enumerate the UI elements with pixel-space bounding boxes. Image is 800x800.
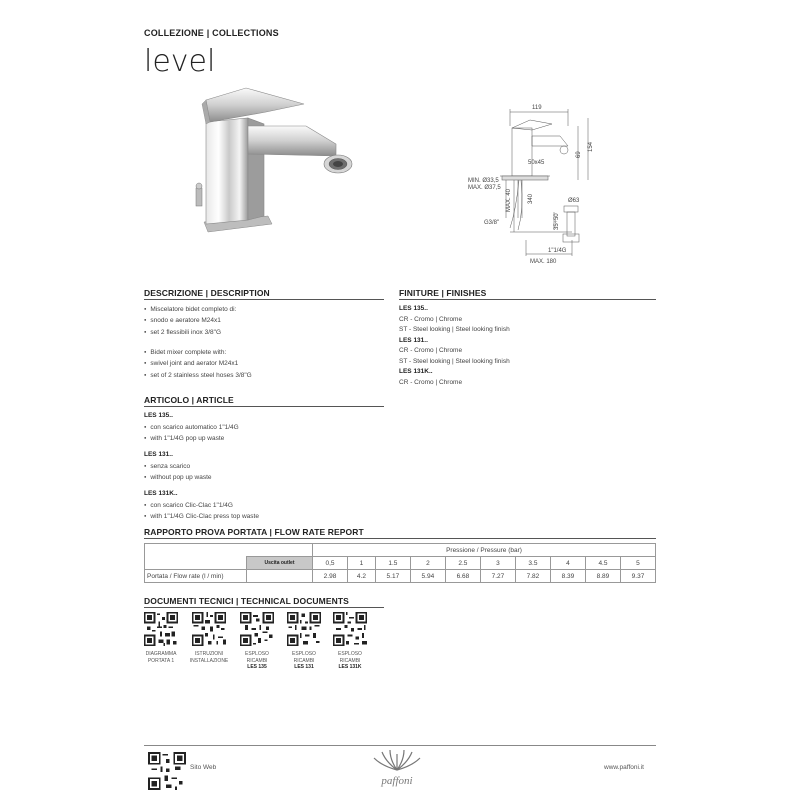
flow-pressure-cell: 4 (550, 557, 585, 570)
doc-label-code: LES 131 (294, 664, 314, 670)
qr-code-icon[interactable] (144, 612, 178, 646)
flow-table (144, 543, 656, 583)
flow-pressure-cell: 2 (410, 557, 445, 570)
finish-item: CR - Cromo | Chrome (399, 315, 463, 323)
flow-pressure-cell: 2.5 (445, 557, 480, 570)
article-code: LES 135.. (144, 412, 173, 419)
qr-code-icon[interactable] (287, 612, 321, 646)
finishes-rule (399, 299, 656, 300)
finish-item: CR - Cromo | Chrome (399, 378, 463, 386)
doc-label-line: INSTALLAZIONE (189, 657, 229, 664)
flow-rate-cell: 5.94 (410, 570, 445, 583)
finish-item: ST - Steel looking | Steel looking finish (399, 357, 510, 365)
website-qr-icon[interactable] (148, 752, 186, 790)
flow-rate-cell: 2.98 (313, 570, 348, 583)
flow-outlet-value (247, 570, 313, 583)
doc-label-line: RICAMBI (293, 657, 315, 664)
qr-code-icon[interactable] (240, 612, 274, 646)
description-heading: DESCRIZIONE | DESCRIPTION (144, 288, 270, 298)
description-it-list (144, 304, 384, 338)
paffoni-logo (368, 748, 426, 792)
doc-item-flow-diagram[interactable] (144, 612, 186, 664)
article-rule (144, 406, 384, 407)
doc-label-code: LES 135 (247, 664, 267, 670)
docs-row (144, 612, 384, 674)
doc-item-spares-131[interactable] (287, 612, 329, 671)
description-en-item: ● swivel joint and aerator M24x1 (144, 358, 384, 369)
doc-item-spares-131k[interactable] (333, 612, 375, 671)
description-it-item: ● set 2 flessibili inox 3/8"G (144, 327, 384, 338)
article-item: ● with 1"1/4G Clic-Clac press top waste (144, 511, 384, 522)
dim-max40: MAX. 40 (506, 188, 512, 212)
dim-114g: 1"1/4G (548, 248, 567, 254)
finishes-heading: FINITURE | FINISHES (399, 288, 487, 298)
flow-pressure-cell: 3.5 (515, 557, 550, 570)
description-it-item: ● snodo e aeratore M24x1 (144, 315, 384, 326)
dim-max: MAX. Ø37,5 (468, 185, 501, 191)
flow-row-label: Portata / Flow rate (l / min) (145, 570, 247, 583)
finish-code: LES 131.. (399, 336, 428, 344)
dim-min: MIN. Ø33,5 (468, 178, 499, 184)
flow-rate-cell: 8.39 (550, 570, 585, 583)
flow-rate-cell: 9.37 (620, 570, 655, 583)
article-code: LES 131.. (144, 451, 173, 458)
flow-pressure-cell: 3 (480, 557, 515, 570)
doc-label-line: DIAGRAMMA (145, 651, 177, 657)
doc-item-installation[interactable] (189, 612, 234, 664)
flow-pressure-label: Pressione / Pressure (bar) (313, 544, 656, 557)
dim-69: 69 (576, 151, 582, 158)
technical-drawing (460, 100, 640, 270)
article-group-3 (144, 489, 384, 522)
doc-label-line: PORTATA 1 (147, 657, 175, 664)
flow-rate-cell: 6.68 (445, 570, 480, 583)
flow-pressure-cell: 1 (348, 557, 376, 570)
footer-rule (144, 745, 656, 746)
doc-label-line: RICAMBI (339, 657, 361, 664)
doc-label-line: RICAMBI (246, 657, 268, 664)
description-it-item: ● Miscelatore bidet completo di: (144, 304, 384, 315)
dim-63: Ø63 (568, 198, 580, 204)
finish-item: CR - Cromo | Chrome (399, 347, 463, 354)
flow-pressure-cell: 4.5 (585, 557, 620, 570)
docs-heading: DOCUMENTI TECNICI | TECHNICAL DOCUMENTS (144, 596, 349, 606)
qr-code-icon[interactable] (333, 612, 367, 646)
article-group-1 (144, 411, 384, 444)
doc-label-line: ESPLOSO (338, 651, 362, 657)
collection-label: COLLEZIONE | COLLECTIONS (144, 28, 279, 38)
flow-heading: RAPPORTO PROVA PORTATA | FLOW RATE REPORT (144, 527, 364, 537)
website-url[interactable]: www.paffoni.it (604, 764, 644, 771)
flow-outlet-label: Uscita outlet (247, 557, 313, 570)
article-group-2 (144, 450, 384, 483)
brand-name: paffoni (381, 775, 413, 787)
product-image (186, 82, 386, 242)
qr-code-icon[interactable] (192, 612, 226, 646)
article-heading: ARTICOLO | ARTICLE (144, 395, 234, 405)
article-code: LES 131K.. (144, 490, 178, 497)
article-item: ● with 1"1/4G pop up waste (144, 433, 384, 444)
dim-max180: MAX. 180 (530, 259, 557, 265)
flow-corner (145, 544, 313, 557)
flow-blank (145, 557, 247, 570)
article-item: ● con scarico Clic-Clac 1"1/4G (144, 500, 384, 511)
finish-item: ST - Steel looking | Steel looking finish (399, 326, 510, 333)
doc-item-spares-135[interactable] (240, 612, 282, 671)
article-item: ● without pop up waste (144, 472, 384, 483)
flow-rate-cell: 7.82 (515, 570, 550, 583)
doc-label-line: ESPLOSO (245, 651, 269, 657)
doc-label-code: LES 131K (338, 664, 362, 670)
flow-pressure-cell: 0,5 (313, 557, 348, 570)
description-rule (144, 299, 384, 300)
dim-50x45: 50x45 (528, 160, 545, 166)
description-en-list (144, 347, 384, 381)
docs-rule (144, 607, 384, 608)
product-title: level (144, 44, 216, 79)
article-item: ● senza scarico (144, 461, 384, 472)
dim-119: 119 (532, 105, 542, 111)
flow-pressure-cell: 1.5 (375, 557, 410, 570)
description-en-item: ● Bidet mixer complete with: (144, 347, 384, 358)
finishes-list (399, 304, 656, 388)
website-label: Sito Web (190, 764, 217, 771)
flow-rate-cell: 4.2 (348, 570, 376, 583)
finish-code: LES 131K.. (399, 368, 433, 375)
doc-label-line: ESPLOSO (292, 651, 316, 657)
flow-pressure-cell: 5 (620, 557, 655, 570)
dim-g38: G3/8" (484, 220, 500, 226)
dim-340: 340 (528, 193, 534, 204)
dim-35: 35÷50 (554, 213, 560, 230)
description-en-item: ● set of 2 stainless steel hoses 3/8"G (144, 370, 384, 381)
flow-rate-cell: 5.17 (375, 570, 410, 583)
flow-rate-cell: 8.89 (585, 570, 620, 583)
dim-154: 154 (588, 141, 594, 152)
flow-rate-cell: 7.27 (480, 570, 515, 583)
finish-code: LES 135.. (399, 305, 428, 312)
flow-rule (144, 538, 656, 539)
article-item: ● con scarico automatico 1"1/4G (144, 422, 384, 433)
doc-label-line: ISTRUZIONI (194, 651, 224, 657)
